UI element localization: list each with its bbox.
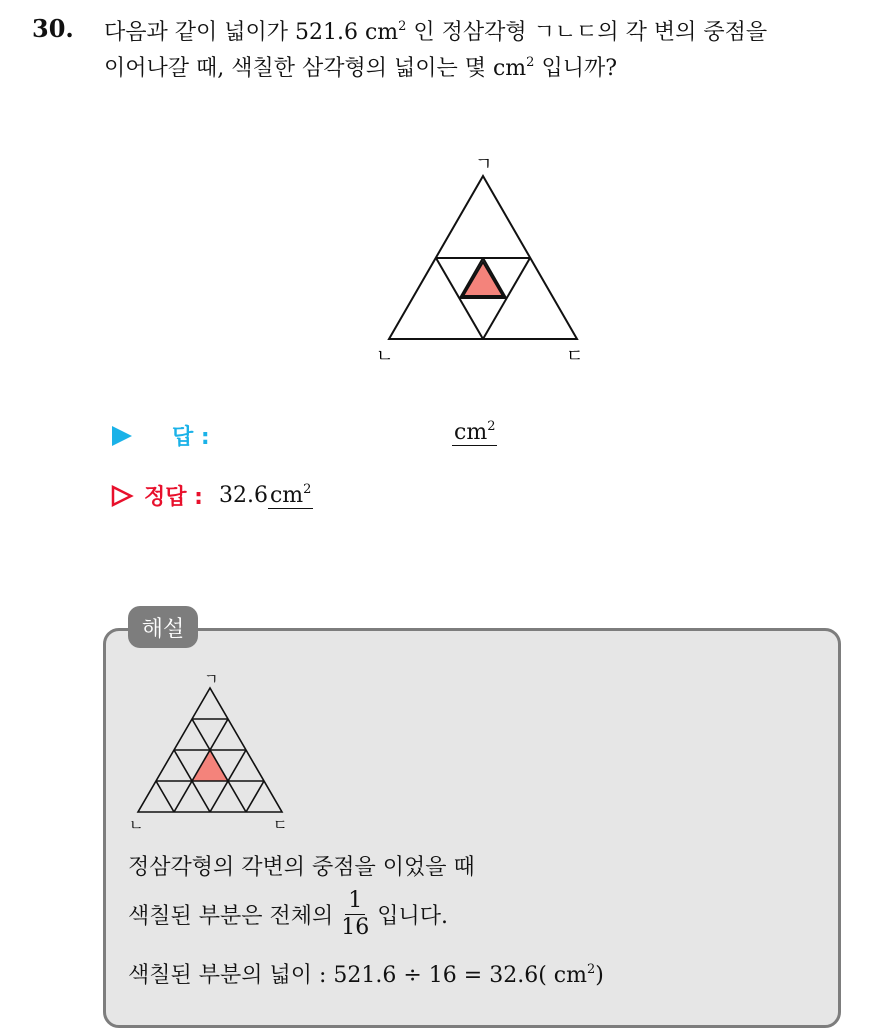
vertex-label-top: ㄱ xyxy=(475,154,493,175)
play-arrow-icon xyxy=(110,424,134,448)
small-shaded-triangle xyxy=(192,750,228,781)
shaded-triangle xyxy=(463,262,503,296)
answer-label: 답 : xyxy=(172,425,210,450)
explanation-tag: 해설 xyxy=(128,606,198,648)
explanation-line-1: 정삼각형의 각변의 중점을 이었을 때 xyxy=(128,855,475,880)
fraction-numerator: 1 xyxy=(345,888,365,915)
small-vertex-label-left: ㄴ xyxy=(129,816,144,834)
question-line-2: 이어나갈 때, 색칠한 삼각형의 넓이는 몇 $cm^2$ 입니까? xyxy=(104,55,617,81)
small-vertex-label-top: ㄱ xyxy=(204,670,219,688)
correct-answer-value: 32.6 xyxy=(218,483,268,508)
correct-answer-row xyxy=(110,480,313,511)
fraction-denominator: 16 xyxy=(341,915,370,940)
correct-answer-unit: $cm^2$ xyxy=(269,481,312,508)
fraction xyxy=(341,888,369,941)
vertex-label-left: ㄴ xyxy=(376,346,394,367)
triangle-figure-explanation xyxy=(125,670,300,835)
triangle-figure-main xyxy=(370,152,600,372)
small-vertex-label-right: ㄷ xyxy=(273,816,288,834)
explanation-line-3: 색칠된 부분의 넓이 : 521.6 ÷ 16 = 32.6( $cm^2$) xyxy=(128,962,604,988)
explanation-line-2: 색칠된 부분은 전체의 $\frac{1}{16}$ 입니다. xyxy=(128,888,449,940)
outline-arrow-icon xyxy=(110,484,134,508)
vertex-label-right: ㄷ xyxy=(566,346,584,367)
answer-unit xyxy=(452,420,497,445)
answer-row xyxy=(110,420,210,451)
answer-unit-underline: $cm^2$ xyxy=(454,419,496,445)
question-number: 30. xyxy=(32,14,74,43)
correct-answer-label: 정답 : xyxy=(144,485,203,510)
question-line-1: 다음과 같이 넓이가 521.6 $cm^2$ 인 정삼각형 ㄱㄴㄷ의 각 변의 중점을 xyxy=(104,19,768,45)
question-text xyxy=(104,15,874,87)
